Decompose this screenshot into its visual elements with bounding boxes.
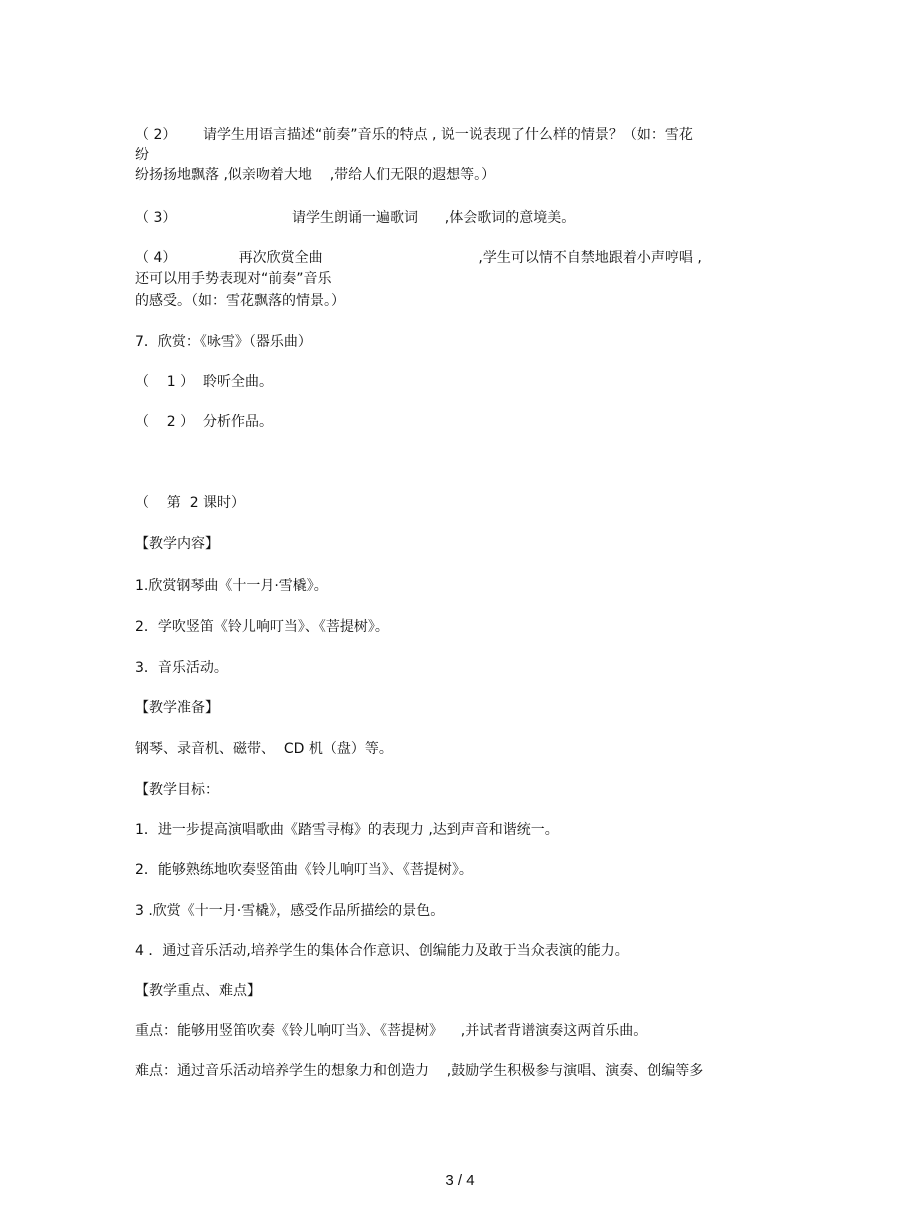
page-number: 3 / 4 [445,1172,475,1189]
lesson-period: （ 第 2 课时） [135,495,246,511]
paragraph-line: 还可以用手势表现对“前奏”音乐 [135,271,332,287]
list-item: 1.欣赏钢琴曲《十一月·雪橇》。 [135,578,328,594]
list-item: （ 1 ） 聆听全曲。 [135,374,274,390]
list-item: 1．进一步提高演唱歌曲《踏雪寻梅》的表现力 ,达到声音和谐统一。 [135,822,559,838]
paragraph-line: 重点：能够用竖笛吹奏《铃儿响叮当》、《菩提树》 ,并试者背谱演奏这两首乐曲。 [135,1023,648,1039]
section-heading: 【教学准备】 [135,700,219,716]
list-item: 2．能够熟练地吹奏竖笛曲《铃儿响叮当》、《菩提树》。 [135,862,473,878]
paragraph-line: 难点：通过音乐活动培养学生的想象力和创造力 ,鼓励学生积极参与演唱、演奏、创编等多 [135,1063,704,1079]
section-heading: 7．欣赏：《咏雪》（器乐曲） [135,334,312,350]
section-heading: 【教学重点、难点】 [135,983,261,999]
paragraph-line: 纷扬扬地飘落 ,似亲吻着大地 ,带给人们无限的遐想等。） [135,167,496,183]
paragraph-line: （ 4） 再次欣赏全曲 ,学生可以情不自禁地跟着小声哼唱 , [135,250,702,266]
paragraph-line: 纷 [135,147,149,163]
list-item: 4 ．通过音乐活动,培养学生的集体合作意识、创编能力及敢于当众表演的能力。 [135,943,629,959]
list-item: 3．音乐活动。 [135,660,228,676]
list-item: 3 .欣赏《十一月·雪橇》，感受作品所描绘的景色。 [135,903,445,919]
paragraph-line: 钢琴、录音机、磁带、 CD 机（盘）等。 [135,741,393,757]
section-heading: 【教学内容】 [135,536,219,552]
list-item: 2．学吹竖笛《铃儿响叮当》、《菩提树》。 [135,619,389,635]
list-item: （ 2 ） 分析作品。 [135,414,274,430]
paragraph-line: （ 3） 请学生朗诵一遍歌词 ,体会歌词的意境美。 [135,210,576,226]
section-heading: 【教学目标： [135,782,219,798]
paragraph-line: （ 2） 请学生用语言描述“前奏”音乐的特点 , 说一说表现了什么样的情景？（如：雪花 [135,127,693,143]
paragraph-line: 的感受。（如：雪花飘落的情景。） [135,293,345,309]
